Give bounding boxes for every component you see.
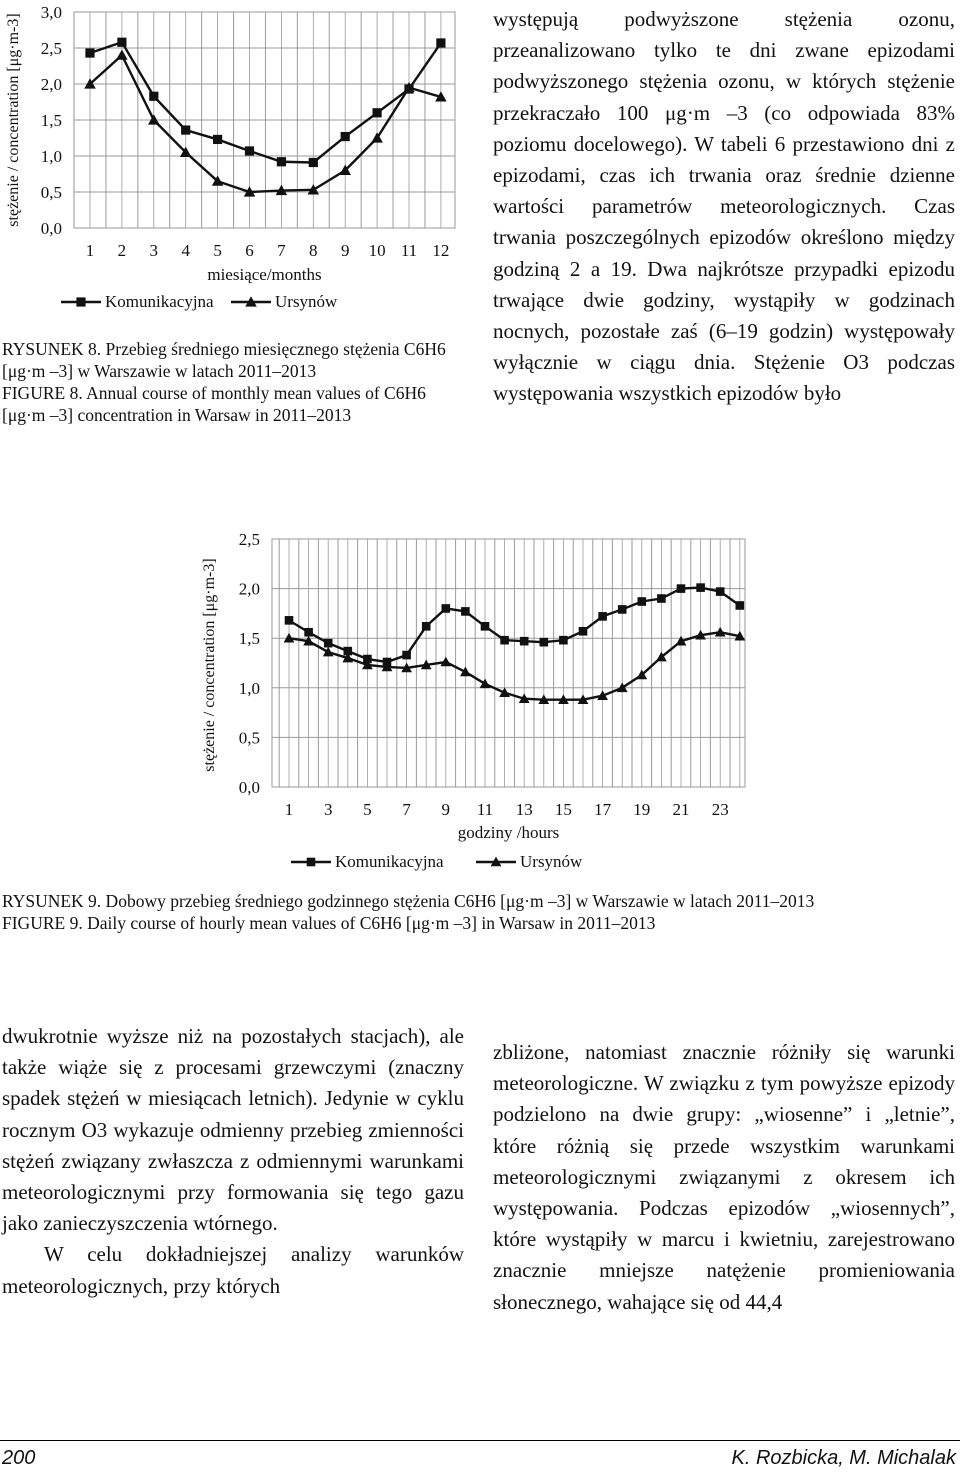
y-axis-title: stężenie / concentration [μg·m-3]	[201, 558, 218, 772]
data-point	[402, 651, 411, 660]
caption-pl: RYSUNEK 9. Dobowy przebieg średniego godzinnego stężenia C6H6 [μg·m –3] w Warszawie w latach 2011–2013	[2, 891, 815, 911]
figure-8-chart	[0, 0, 470, 325]
figure-8-caption	[2, 338, 464, 426]
figure-9-caption	[2, 890, 957, 934]
x-tick-label: 8	[309, 241, 318, 260]
authors: K. Rozbicka, M. Michalak	[731, 1447, 956, 1469]
y-tick-label: 0,5	[40, 183, 62, 202]
x-tick-label: 6	[245, 241, 254, 260]
data-point	[696, 583, 705, 592]
legend-label: Komunikacyjna	[105, 292, 214, 311]
data-point	[617, 682, 628, 692]
x-tick-label: 11	[476, 800, 494, 819]
data-point	[149, 92, 158, 101]
x-axis-title: godziny /hours	[457, 823, 560, 842]
data-point	[304, 628, 313, 637]
y-tick-label: 0,5	[238, 728, 260, 748]
x-tick-label: 3	[149, 241, 159, 260]
data-point	[307, 858, 316, 867]
data-point	[461, 607, 470, 616]
data-point	[181, 125, 190, 134]
x-tick-label: 1	[85, 241, 95, 260]
data-point	[117, 38, 126, 47]
x-tick-label: 1	[284, 800, 294, 819]
data-point	[657, 594, 666, 603]
data-point	[323, 647, 334, 657]
x-tick-label: 19	[633, 800, 651, 819]
data-point	[736, 601, 745, 610]
paragraph: W celu dokładniejszej analizy warunków meteorologicznych, przy których	[2, 1242, 464, 1298]
paragraph: występują podwyższone stężenia ozonu, przeanalizowano tylko te dni zwane epizodami podwyższonego stężenia ozonu, w których stężenie przekraczało 100 μg·m –3 (co odpowiada 83% poziomu docelowego). W tabeli 6 przestawiono dni z epizodami, czas ich trwania oraz średnie dzienne wartości parametrów meteorologicznych. Czas trwania poszczególnych epizodów określono między godziną 2 a 19. Dwa najkrótsze przypadki epizodu trwające dwie godziny, wystąpiły w godzinach nocnych, pozostałe zaś (6–19 godzin) występowały wyłącznie w ciągu dnia. Stężenie O3 podczas występowania wszystkich epizodów było	[493, 7, 955, 406]
caption-en: FIGURE 9. Daily course of hourly mean values of C6H6 [μg·m –3] in Warsaw in 2011–2013	[2, 913, 656, 933]
data-point	[373, 108, 382, 117]
x-tick-label: 15	[554, 800, 572, 819]
legend-label: Komunikacyjna	[335, 852, 444, 871]
x-tick-label: 9	[340, 241, 350, 260]
legend-label: Ursynów	[275, 292, 338, 311]
y-tick-label: 1,0	[40, 147, 62, 166]
right-column-top-text	[493, 4, 955, 410]
data-point	[422, 622, 431, 631]
y-tick-label: 1,5	[238, 629, 260, 649]
x-tick-label: 9	[441, 800, 451, 819]
data-point	[618, 605, 627, 614]
legend-label: Ursynów	[520, 852, 583, 871]
x-tick-label: 3	[323, 800, 333, 819]
data-point	[520, 637, 529, 646]
y-tick-label: 1,0	[238, 678, 260, 698]
x-tick-label: 21	[672, 800, 690, 819]
data-point	[579, 627, 588, 636]
data-point	[436, 38, 445, 47]
y-tick-label: 2,5	[238, 530, 260, 549]
data-point	[245, 146, 254, 155]
x-tick-label: 23	[711, 800, 729, 819]
data-point	[309, 158, 318, 167]
data-point	[85, 48, 94, 57]
footer-rule	[0, 1440, 960, 1441]
x-axis-title: miesiące/months	[207, 265, 322, 284]
caption-en: FIGURE 8. Annual course of monthly mean values of C6H6 [μg·m –3] concentration in Warsaw in 2011–2013	[2, 383, 426, 425]
x-tick-label: 11	[400, 241, 418, 260]
y-tick-label: 2,0	[238, 579, 260, 599]
x-tick-label: 12	[432, 241, 450, 260]
data-point	[638, 597, 647, 606]
y-tick-label: 3,0	[40, 3, 62, 22]
page-number: 200	[2, 1447, 36, 1469]
data-point	[442, 604, 451, 613]
x-tick-label: 5	[213, 241, 222, 260]
data-point	[716, 587, 725, 596]
data-point	[500, 636, 509, 645]
data-point	[598, 612, 607, 621]
y-tick-label: 0,0	[40, 219, 62, 238]
caption-pl: RYSUNEK 8. Przebieg średniego miesięcznego stężenia C6H6 [μg·m –3] w Warszawie w latach 2011–2013	[2, 339, 446, 381]
data-point	[540, 638, 549, 647]
paragraph: dwukrotnie wyższe niż na pozostałych stacjach), ale także wiąże się z procesami grzewczymi (znaczny spadek stężeń w miesiącach letnich). Jedynie w cyklu rocznym O3 wykazuje odmienny przebieg zmienności stężeń związany zwłaszcza z odmiennymi warunkami meteorologicznymi przy formowania się tego gazu jako zanieczyszczenia wtórnego.	[2, 1024, 464, 1236]
right-column-bottom-text	[493, 1037, 955, 1318]
data-point	[480, 678, 491, 688]
y-tick-label: 2,5	[40, 39, 62, 58]
data-point	[460, 667, 471, 677]
x-tick-label: 13	[515, 800, 533, 819]
data-point	[277, 157, 286, 166]
y-tick-label: 0,0	[238, 778, 260, 797]
x-tick-label: 4	[181, 241, 190, 260]
data-point	[148, 114, 160, 124]
data-point	[559, 636, 568, 645]
data-point	[213, 135, 222, 144]
x-tick-label: 7	[277, 241, 286, 260]
figure-9-chart	[190, 525, 770, 885]
x-tick-label: 2	[117, 241, 127, 260]
y-tick-label: 2,0	[40, 75, 62, 94]
paragraph: zbliżone, natomiast znacznie różniły się warunki meteorologiczne. W związku z tym powyższe epizody podzielono na dwie grupy: „wiosenne” i „letnie”, które różnią się przede wszystkim warunkami meteorologicznymi związanymi z okresem ich występowania. Podczas epizodów „wiosennych”, które wystąpiły w marcu i kwietniu, zarejestrowano znacznie mniejsze natężenie promieniowania słonecznego, wahające się od 44,4	[493, 1040, 955, 1314]
x-tick-label: 17	[594, 800, 612, 819]
data-point	[76, 297, 85, 306]
data-point	[341, 132, 350, 141]
x-tick-label: 7	[402, 800, 411, 819]
x-tick-label: 10	[368, 241, 386, 260]
data-point	[677, 584, 686, 593]
data-point	[285, 616, 294, 625]
left-column-bottom-text	[2, 1021, 464, 1302]
data-point	[481, 622, 490, 631]
y-axis-title: stężenie / concentration [μg·m-3]	[5, 13, 22, 227]
plot-area	[272, 539, 745, 787]
x-tick-label: 5	[363, 800, 372, 819]
data-point	[324, 639, 333, 648]
y-tick-label: 1,5	[40, 111, 62, 130]
